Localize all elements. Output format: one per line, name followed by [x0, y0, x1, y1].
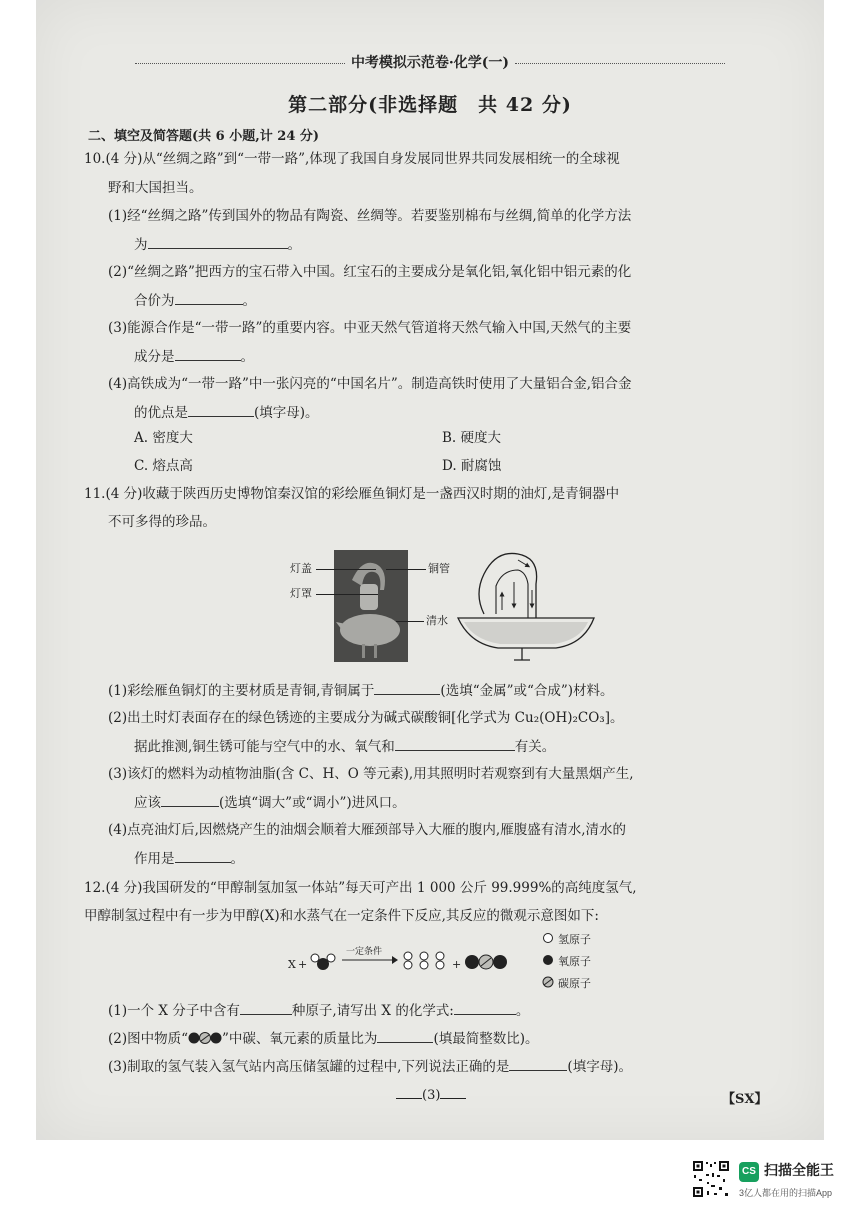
- water-molecule-icon: [310, 952, 336, 972]
- carbon-atom-legend-icon: [542, 976, 554, 988]
- q12-part1-blank-a[interactable]: [240, 1000, 292, 1015]
- hydrogen-atom-legend-icon: [542, 932, 554, 944]
- q10-part2-answer-blank[interactable]: [175, 290, 243, 305]
- lamp-schematic-diagram: [456, 540, 606, 664]
- section-title: 二、填空及简答题(共 6 小题,计 24 分): [88, 129, 320, 144]
- header-rule-left: [135, 63, 345, 64]
- q12-part1-line: (1)一个 X 分子中含有 种原子,请写出 X 的化学式: 。: [108, 1000, 529, 1021]
- q11-part4-line1: (4)点亮油灯后,因燃烧产生的油烟会顺着大雁颈部导入大雁的腹内,雁腹盛有清水,清水的: [108, 822, 626, 838]
- q12-stem-line2: 甲醇制氢过程中有一步为甲醇(X)和水蒸气在一定条件下反应,其反应的微观示意图如下:: [84, 908, 599, 924]
- q10-part4-line2: 的优点是 (填字母)。: [134, 402, 319, 423]
- q10-option-b: B. 硬度大: [442, 430, 502, 446]
- exam-header: [36, 52, 824, 72]
- q10-part3-answer-blank[interactable]: [175, 346, 241, 361]
- scanner-app-name: 扫描全能王: [764, 1162, 834, 1178]
- q11-stem-line1: 11.(4 分)收藏于陕西历史博物馆秦汉馆的彩绘雁鱼铜灯是一盏西汉时期的油灯,是青铜器中: [84, 486, 620, 502]
- label-clear-water: 清水: [426, 614, 448, 627]
- scanner-tagline: 3亿人都在用的扫描App: [739, 1188, 833, 1198]
- q10-part4-line1: (4)高铁成为“一带一路”中一张闪亮的“中国名片”。制造高铁时使用了大量铝合金,铝合金: [108, 376, 632, 392]
- exam-sheet: [36, 0, 824, 1140]
- goose-lamp-photo-icon: [334, 550, 408, 662]
- q10-part4-answer-blank[interactable]: [188, 402, 254, 417]
- scanner-logo-icon: CS: [739, 1162, 759, 1182]
- q10-stem-line1: 10.(4 分)从“丝绸之路”到“一带一路”,体现了我国自身发展同世界共同发展相统一的全球视: [84, 151, 620, 167]
- q12-part2-line: (2)图中物质“ ”中碳、氧元素的质量比为 (填最简整数比)。: [108, 1028, 538, 1049]
- leader-lamp-shade: [316, 594, 378, 595]
- carbon-dioxide-molecule-icon: [464, 954, 508, 970]
- q11-part3-answer-blank[interactable]: [161, 792, 219, 807]
- part-title: 第二部分(非选择题 共 42 分): [288, 94, 572, 116]
- q10-part3-line2: 成分是 。: [134, 346, 254, 367]
- region-code: 【SX】: [722, 1092, 768, 1107]
- reaction-micro-diagram: [276, 930, 606, 990]
- plus-sign-2: +: [452, 958, 462, 971]
- q10-part1-answer-blank[interactable]: [148, 234, 288, 249]
- legend-hydrogen-label: 氢原子: [558, 933, 591, 946]
- q12-part2-answer-blank[interactable]: [377, 1028, 433, 1043]
- q11-part3-line1: (3)该灯的燃料为动植物油脂(含 C、H、O 等元素),用其照明时若观察到有大量黑烟产生,: [108, 766, 634, 782]
- q12-part3-answer-blank[interactable]: [509, 1056, 567, 1071]
- leader-clear-water: [396, 621, 424, 622]
- goose-lamp-photo: [334, 550, 408, 662]
- q11-part4-line2: 作用是 。: [134, 848, 244, 869]
- reactant-x: X: [288, 958, 296, 971]
- q11-part1-answer-blank[interactable]: [374, 680, 440, 695]
- q11-stem-line2: 不可多得的珍品。: [108, 514, 216, 530]
- leader-copper-tube: [386, 569, 426, 570]
- oxygen-atom-legend-icon: [542, 954, 554, 966]
- q10-part3-line1: (3)能源合作是“一带一路”的重要内容。中亚天然气管道将天然气输入中国,天然气的主要: [108, 320, 632, 336]
- carbon-dioxide-inline-icon: [188, 1032, 222, 1044]
- q11-part2-line1: (2)出土时灯表面存在的绿色锈迹的主要成分为碱式碳酸铜[化学式为 Cu₂(OH)₂CO₃]。: [108, 710, 624, 726]
- q10-part2-line1: (2)“丝绸之路”把西方的宝石带入中国。红宝石的主要成分是氧化铝,氧化铝中铝元素的化: [108, 264, 632, 280]
- plus-sign-1: +: [298, 958, 308, 971]
- page-number: (3): [396, 1088, 466, 1103]
- q12-stem-line1: 12.(4 分)我国研发的“甲醇制氢加氢一体站”每天可产出 1 000 公斤 99.999%的高纯度氢气,: [84, 880, 637, 896]
- q11-part2-line2: 据此推测,铜生锈可能与空气中的水、氧气和 有关。: [134, 736, 555, 757]
- legend-oxygen-label: 氧原子: [558, 955, 591, 968]
- hydrogen-molecules-icon: [402, 950, 452, 972]
- label-lamp-shade: 灯罩: [290, 587, 312, 600]
- q11-part1-line: (1)彩绘雁鱼铜灯的主要材质是青铜,青铜属于 (选填“金属”或“合成”)材料。: [108, 680, 614, 701]
- q11-part4-answer-blank[interactable]: [175, 848, 231, 863]
- legend-carbon-label: 碳原子: [558, 977, 591, 990]
- q10-option-d: D. 耐腐蚀: [442, 458, 502, 474]
- reaction-arrow-icon: [342, 956, 398, 964]
- label-lamp-cover: 灯盖: [290, 562, 312, 575]
- reaction-condition: 一定条件: [346, 947, 383, 957]
- header-rule-right: [515, 63, 725, 64]
- q10-option-a: A. 密度大: [134, 430, 193, 446]
- q12-part1-blank-b[interactable]: [454, 1000, 516, 1015]
- q11-part3-line2: 应该 (选填“调大”或“调小”)进风口。: [134, 792, 406, 813]
- leader-lamp-cover: [316, 569, 376, 570]
- q10-part2-line2: 合价为 。: [134, 290, 256, 311]
- q11-part2-answer-blank[interactable]: [395, 736, 515, 751]
- qr-code-icon: [692, 1160, 730, 1198]
- exam-title: 中考模拟示范卷·化学(一): [350, 55, 510, 71]
- q12-part3-line: (3)制取的氢气装入氢气站内高压储氢罐的过程中,下列说法正确的是 (填字母)。: [108, 1056, 632, 1077]
- q10-stem-line2: 野和大国担当。: [108, 180, 203, 196]
- q10-part1-line1: (1)经“丝绸之路”传到国外的物品有陶瓷、丝绸等。若要鉴别棉布与丝绸,简单的化学方法: [108, 208, 632, 224]
- q10-option-c: C. 熔点高: [134, 458, 193, 474]
- q10-part1-line2: 为 。: [134, 234, 301, 255]
- label-copper-tube: 铜管: [428, 562, 450, 575]
